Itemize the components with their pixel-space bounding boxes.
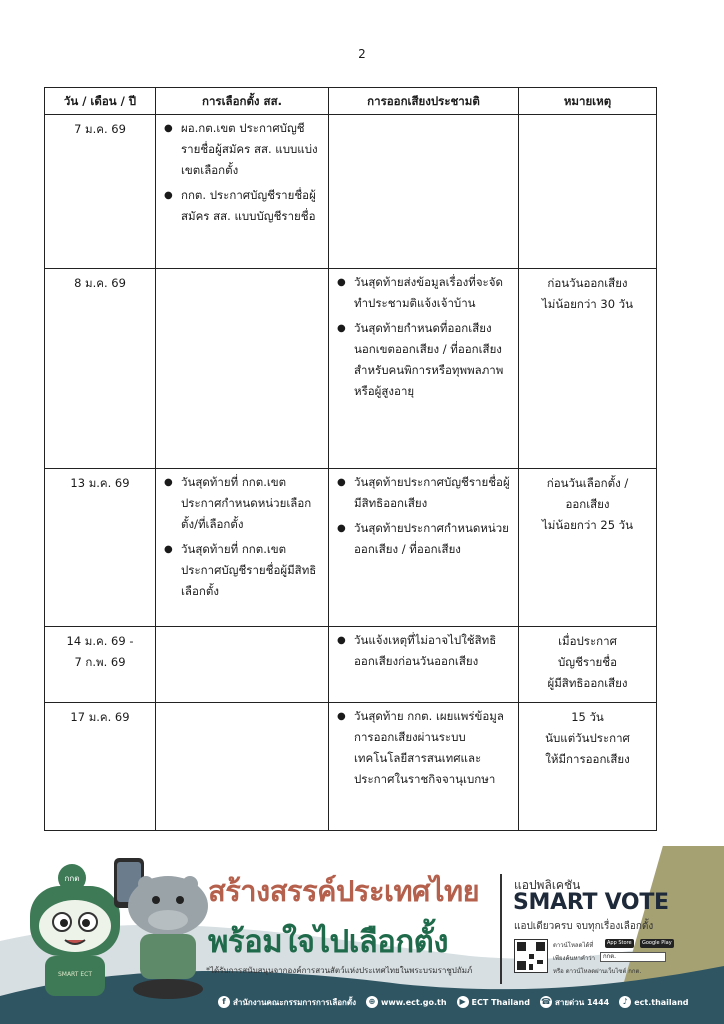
mascot-badge-text: กกต <box>64 874 80 883</box>
table-row <box>45 469 657 627</box>
facebook-text: สำนักงานคณะกรรมการการเลือกตั้ง <box>233 997 356 1007</box>
election-item: ● กกต. ประกาศบัญชีรายชื่อผู้สมัคร สส. แบบบัญชีรายชื่อ <box>164 185 322 227</box>
note-line: บัญชีรายชื่อ <box>558 655 617 669</box>
cell-election <box>156 269 329 469</box>
tiktok-icon: ♪ <box>619 996 631 1008</box>
date-line: 7 ม.ค. 69 <box>74 122 126 136</box>
page-number: 2 <box>358 47 366 61</box>
youtube-text: ECT Thailand <box>471 997 530 1007</box>
cell-referendum <box>329 469 519 627</box>
facebook-icon: f <box>218 996 230 1008</box>
cell-referendum <box>329 703 519 831</box>
referendum-item: ● วันสุดท้ายประกาศบัญชีรายชื่อผู้มีสิทธิออกเสียง <box>337 472 512 514</box>
date-line: 8 ม.ค. 69 <box>74 276 126 290</box>
cell-date <box>45 469 156 627</box>
referendum-item: ● วันสุดท้ายประกาศกำหนดหน่วยออกเสียง / ที่ออกเสียง <box>337 518 512 560</box>
cell-date <box>45 627 156 703</box>
table-row <box>45 627 657 703</box>
app-name: SMART VOTE <box>513 890 669 915</box>
google-play-button[interactable]: Google Play <box>642 940 672 946</box>
referendum-list <box>329 627 518 672</box>
contact-footer <box>218 991 698 1013</box>
election-item: ● ผอ.กต.เขต ประกาศบัญชีรายชื่อผู้สมัคร สส. แบบแบ่งเขตเลือกตั้ง <box>164 118 322 181</box>
cell-election <box>156 703 329 831</box>
header-date: วัน / เดือน / ปี <box>45 88 156 115</box>
mascot-shirt-text: SMART ECT <box>57 971 93 978</box>
headline-line-2: พร้อมใจไปเลือกตั้ง <box>208 924 448 960</box>
app-store-button[interactable]: App Store <box>607 940 632 946</box>
table-row <box>45 703 657 831</box>
banner-headline <box>208 868 479 966</box>
referendum-list <box>329 703 518 790</box>
campaign-banner <box>0 846 724 1024</box>
note-line: 15 วัน <box>571 710 604 724</box>
cell-note <box>519 115 657 269</box>
election-schedule-table <box>44 87 657 831</box>
referendum-item: ● วันสุดท้าย กกต. เผยแพร่ข้อมูลการออกเสียงผ่านระบบเทคโนโลยีสารสนเทศและประกาศในราชกิจจานุเบกษา <box>337 706 512 790</box>
hotline-text: สายด่วน 1444 <box>554 997 610 1007</box>
download-text: ดาวน์โหลดได้ที่ <box>553 942 594 949</box>
cell-election <box>156 627 329 703</box>
note-line: ไม่น้อยกว่า 30 วัน <box>541 297 633 311</box>
store-search-box <box>600 952 666 962</box>
referendum-item: ● วันสุดท้ายกำหนดที่ออกเสียงนอกเขตออกเสียง / ที่ออกเสียงสำหรับคนพิการหรือทุพพลภาพ หรือผู้สูงอายุ <box>337 318 512 402</box>
date-line: 17 ม.ค. 69 <box>70 710 130 724</box>
note-line: ก่อนวันออกเสียง <box>547 276 628 290</box>
date-line: 7 ก.พ. 69 <box>74 655 126 669</box>
cell-note <box>519 703 657 831</box>
tiktok-text: ect.thailand <box>634 997 689 1007</box>
hippo-mascot-icon <box>108 854 218 1004</box>
note-line: เมื่อประกาศ <box>558 634 617 648</box>
table-header-row <box>45 88 657 115</box>
cell-referendum <box>329 115 519 269</box>
referendum-list <box>329 469 518 560</box>
referendum-list <box>329 269 518 402</box>
youtube-icon: ▶ <box>457 996 469 1008</box>
referendum-item: ● วันสุดท้ายส่งข้อมูลเรื่องที่จะจัดทำประชามติแจ้งเจ้าบ้าน <box>337 272 512 314</box>
date-line: 13 ม.ค. 69 <box>70 476 130 490</box>
cell-date <box>45 703 156 831</box>
cell-date <box>45 115 156 269</box>
download-web-text: หรือ ดาวน์โหลดผ่านเว็บไซต์ กกต. <box>553 968 642 975</box>
table-row <box>45 115 657 269</box>
sponsor-credit: *ได้รับการสนับสนุนจากองค์การสวนสัตว์แห่งประเทศไทยในพระบรมราชูปถัมภ์ <box>206 966 473 975</box>
cell-note <box>519 627 657 703</box>
store-search-value: กกต. <box>603 953 617 960</box>
referendum-item: ● วันแจ้งเหตุที่ไม่อาจไปใช้สิทธิออกเสียงก่อนวันออกเสียง <box>337 630 512 672</box>
cell-referendum <box>329 269 519 469</box>
election-item: ● วันสุดท้ายที่ กกต.เขต ประกาศกำหนดหน่วยเลือกตั้ง/ที่เลือกตั้ง <box>164 472 322 535</box>
note-line: ก่อนวันเลือกตั้ง / <box>546 476 629 490</box>
app-label: แอปพลิเคชัน <box>514 878 581 892</box>
note-line: นับแต่วันประกาศ <box>545 731 630 745</box>
header-note: หมายเหตุ <box>519 88 657 115</box>
election-item: ● วันสุดท้ายที่ กกต.เขต ประกาศบัญชีรายชื่อผู้มีสิทธิเลือกตั้ง <box>164 539 322 602</box>
cell-referendum <box>329 627 519 703</box>
table-row <box>45 269 657 469</box>
cell-election <box>156 115 329 269</box>
cell-note <box>519 469 657 627</box>
date-line: 14 ม.ค. 69 - <box>66 634 134 648</box>
note-line: ออกเสียง <box>565 497 610 511</box>
website-text: www.ect.go.th <box>381 997 447 1007</box>
banner-divider <box>500 874 502 984</box>
cell-date <box>45 269 156 469</box>
qr-code-icon <box>514 939 548 973</box>
election-list <box>156 469 328 602</box>
header-referendum: การออกเสียงประชามติ <box>329 88 519 115</box>
election-list <box>156 115 328 227</box>
note-line: ผู้มีสิทธิออกเสียง <box>547 676 628 690</box>
headline-line-1: สร้างสรรค์ประเทศไทย <box>208 874 480 908</box>
cell-election <box>156 469 329 627</box>
cell-note <box>519 269 657 469</box>
note-line: ให้มีการออกเสียง <box>545 752 630 766</box>
header-election: การเลือกตั้ง สส. <box>156 88 329 115</box>
note-line: ไม่น้อยกว่า 25 วัน <box>541 518 633 532</box>
app-subtitle: แอปเดียวครบ จบทุกเรื่องเลือกตั้ง <box>514 921 654 932</box>
search-label: เพียงค้นหาคำว่า <box>553 955 596 962</box>
globe-icon: ⊕ <box>366 996 378 1008</box>
phone-icon: ☎ <box>540 997 551 1006</box>
